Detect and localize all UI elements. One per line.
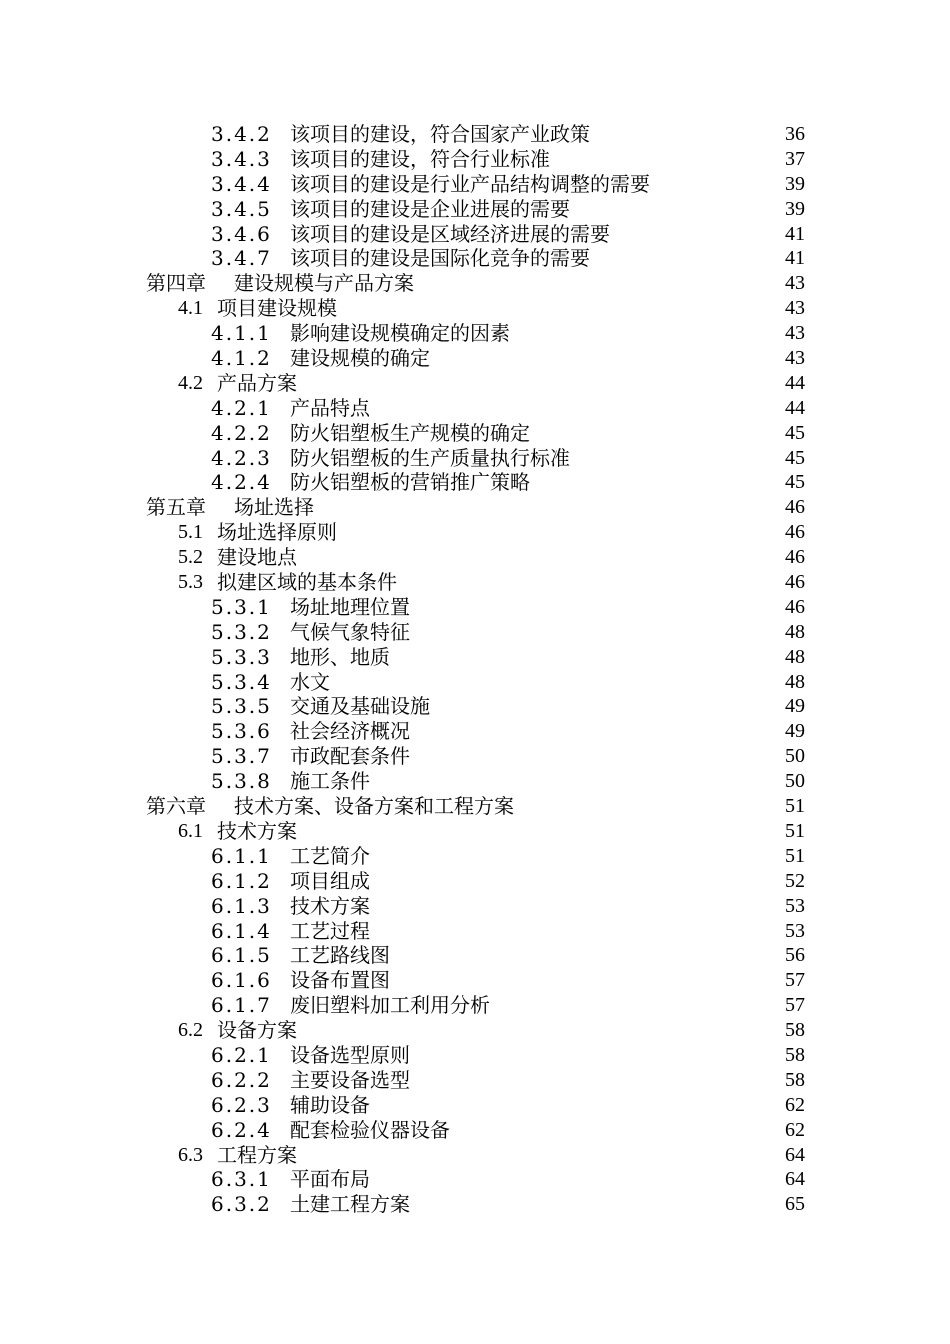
toc-entry[interactable] bbox=[0, 1192, 950, 1217]
toc-entry[interactable] bbox=[0, 943, 950, 968]
toc-entry[interactable] bbox=[0, 495, 950, 520]
toc-entry-title: 地形、地质 bbox=[290, 644, 390, 669]
toc-entry[interactable] bbox=[0, 819, 950, 844]
toc-entry-title: 该项目的建设是国际化竞争的需要 bbox=[290, 246, 590, 271]
toc-entry[interactable] bbox=[0, 993, 950, 1018]
toc-entry-page-number: 58 bbox=[785, 1019, 805, 1042]
toc-entry[interactable] bbox=[0, 172, 950, 197]
toc-entry[interactable] bbox=[0, 1043, 950, 1068]
toc-entry-page-number: 51 bbox=[785, 819, 805, 842]
toc-entry-number: 5.3.7 bbox=[211, 744, 272, 769]
toc-entry[interactable] bbox=[0, 147, 950, 172]
toc-entry-number: 6.1.1 bbox=[211, 843, 272, 868]
toc-entry[interactable] bbox=[0, 470, 950, 495]
toc-entry-page-number: 46 bbox=[785, 521, 805, 544]
toc-entry-page-number: 46 bbox=[785, 496, 805, 519]
toc-entry-page-number: 50 bbox=[785, 770, 805, 793]
toc-entry-title: 施工条件 bbox=[290, 769, 370, 794]
toc-entry-number: 5.3.2 bbox=[211, 619, 272, 644]
toc-entry-page-number: 64 bbox=[785, 1168, 805, 1191]
toc-entry-number: 6.1 bbox=[178, 819, 203, 842]
toc-entry-page-number: 64 bbox=[785, 1143, 805, 1166]
toc-entry-number: 第四章 bbox=[146, 271, 206, 296]
toc-entry[interactable] bbox=[0, 694, 950, 719]
toc-entry-title: 项目组成 bbox=[290, 868, 370, 893]
toc-entry-number: 3.4.2 bbox=[211, 122, 272, 146]
toc-entry[interactable] bbox=[0, 670, 950, 695]
toc-entry-title: 场址选择原则 bbox=[217, 520, 337, 545]
toc-entry-number: 4.2.2 bbox=[211, 420, 272, 445]
toc-entry-page-number: 57 bbox=[785, 994, 805, 1017]
toc-entry-page-number: 45 bbox=[785, 446, 805, 469]
toc-entry-title: 该项目的建设是区域经济进展的需要 bbox=[290, 221, 610, 246]
toc-entry[interactable] bbox=[0, 794, 950, 819]
toc-entry[interactable] bbox=[0, 197, 950, 222]
toc-entry-page-number: 49 bbox=[785, 720, 805, 743]
toc-entry-number: 6.1.3 bbox=[211, 893, 272, 918]
toc-entry[interactable] bbox=[0, 271, 950, 296]
toc-entry[interactable] bbox=[0, 1143, 950, 1168]
toc-entry-page-number: 51 bbox=[785, 795, 805, 818]
toc-entry-page-number: 46 bbox=[785, 546, 805, 569]
toc-entry-title: 防火铝塑板的生产质量执行标准 bbox=[290, 445, 570, 470]
toc-entry[interactable] bbox=[0, 222, 950, 247]
toc-entry[interactable] bbox=[0, 620, 950, 645]
toc-entry-page-number: 48 bbox=[785, 670, 805, 693]
toc-entry-title: 设备布置图 bbox=[290, 968, 390, 993]
toc-entry-number: 6.2.3 bbox=[211, 1092, 272, 1117]
toc-entry-page-number: 49 bbox=[785, 695, 805, 718]
toc-entry-title: 平面布局 bbox=[290, 1167, 370, 1192]
toc-entry[interactable] bbox=[0, 1093, 950, 1118]
toc-entry-page-number: 58 bbox=[785, 1068, 805, 1091]
toc-entry-title: 防火铝塑板生产规模的确定 bbox=[290, 420, 530, 445]
toc-entry-title: 土建工程方案 bbox=[290, 1192, 410, 1217]
toc-entry[interactable] bbox=[0, 371, 950, 396]
toc-entry-title: 产品特点 bbox=[290, 395, 370, 420]
toc-entry-number: 6.2.4 bbox=[211, 1117, 272, 1142]
toc-entry-page-number: 36 bbox=[785, 123, 805, 145]
toc-entry-number: 4.2 bbox=[178, 371, 203, 394]
toc-entry[interactable] bbox=[0, 396, 950, 421]
toc-entry-number: 4.1 bbox=[178, 297, 203, 320]
toc-entry-page-number: 44 bbox=[785, 371, 805, 394]
toc-entry-title: 气候气象特征 bbox=[290, 619, 410, 644]
toc-entry-page-number: 43 bbox=[785, 272, 805, 295]
toc-entry[interactable] bbox=[0, 1068, 950, 1093]
toc-entry-number: 5.3.1 bbox=[211, 594, 272, 619]
toc-entry-number: 6.2 bbox=[178, 1019, 203, 1042]
toc-entry-number: 6.1.6 bbox=[211, 968, 272, 993]
toc-entry-title: 主要设备选型 bbox=[290, 1067, 410, 1092]
toc-entry[interactable] bbox=[0, 645, 950, 670]
toc-entry-title: 建设规模的确定 bbox=[290, 346, 430, 371]
toc-entry-page-number: 53 bbox=[785, 894, 805, 917]
toc-entry-page-number: 45 bbox=[785, 471, 805, 494]
toc-entry[interactable] bbox=[0, 346, 950, 371]
toc-entry-title: 场址地理位置 bbox=[290, 594, 410, 619]
toc-entry-title: 建设规模与产品方案 bbox=[234, 271, 414, 296]
toc-entry-title: 产品方案 bbox=[217, 370, 297, 395]
toc-entry-number: 4.2.3 bbox=[211, 445, 272, 470]
toc-entry[interactable] bbox=[0, 296, 950, 321]
toc-entry[interactable] bbox=[0, 869, 950, 894]
table-of-contents bbox=[0, 122, 950, 1217]
toc-entry-title: 辅助设备 bbox=[290, 1092, 370, 1117]
toc-entry-number: 4.2.1 bbox=[211, 395, 272, 420]
toc-entry-title: 该项目的建设，符合国家产业政策 bbox=[290, 122, 590, 146]
toc-entry-title: 该项目的建设是行业产品结构调整的需要 bbox=[290, 171, 650, 196]
toc-entry-title: 市政配套条件 bbox=[290, 744, 410, 769]
toc-entry-number: 6.1.5 bbox=[211, 943, 272, 968]
toc-entry-title: 社会经济概况 bbox=[290, 719, 410, 744]
toc-entry[interactable] bbox=[0, 122, 950, 147]
toc-entry-title: 工艺路线图 bbox=[290, 943, 390, 968]
toc-entry-page-number: 62 bbox=[785, 1093, 805, 1116]
toc-entry-title: 设备选型原则 bbox=[290, 1042, 410, 1067]
toc-entry[interactable] bbox=[0, 321, 950, 346]
toc-entry-number: 5.3.4 bbox=[211, 669, 272, 694]
toc-entry[interactable] bbox=[0, 246, 950, 271]
toc-entry-number: 6.2.2 bbox=[211, 1067, 272, 1092]
toc-entry-title: 工艺过程 bbox=[290, 918, 370, 943]
toc-entry-title: 场址选择 bbox=[234, 495, 314, 520]
toc-entry-page-number: 46 bbox=[785, 571, 805, 594]
toc-entry-number: 6.3.2 bbox=[211, 1192, 272, 1217]
toc-entry[interactable] bbox=[0, 446, 950, 471]
toc-entry[interactable] bbox=[0, 1118, 950, 1143]
toc-entry-number: 5.3.3 bbox=[211, 644, 272, 669]
toc-entry-number: 4.2.4 bbox=[211, 470, 272, 495]
toc-entry-title: 该项目的建设，符合行业标准 bbox=[290, 146, 550, 171]
toc-entry-title: 项目建设规模 bbox=[217, 296, 337, 321]
toc-entry[interactable] bbox=[0, 894, 950, 919]
toc-entry[interactable] bbox=[0, 1167, 950, 1192]
toc-entry-number: 5.3.6 bbox=[211, 719, 272, 744]
toc-entry[interactable] bbox=[0, 968, 950, 993]
toc-entry-number: 5.3.8 bbox=[211, 769, 272, 794]
toc-entry[interactable] bbox=[0, 769, 950, 794]
toc-entry-page-number: 48 bbox=[785, 620, 805, 643]
toc-entry-page-number: 44 bbox=[785, 396, 805, 419]
toc-entry-number: 3.4.3 bbox=[211, 146, 272, 171]
toc-entry-title: 交通及基础设施 bbox=[290, 694, 430, 719]
toc-entry[interactable] bbox=[0, 744, 950, 769]
toc-entry[interactable] bbox=[0, 520, 950, 545]
toc-entry-number: 5.1 bbox=[178, 521, 203, 544]
toc-entry-page-number: 65 bbox=[785, 1193, 805, 1216]
toc-entry-number: 第五章 bbox=[146, 495, 206, 520]
toc-entry[interactable] bbox=[0, 919, 950, 944]
toc-entry-number: 6.2.1 bbox=[211, 1042, 272, 1067]
toc-entry-page-number: 58 bbox=[785, 1043, 805, 1066]
toc-entry-number: 4.1.1 bbox=[211, 321, 272, 346]
toc-entry[interactable] bbox=[0, 844, 950, 869]
toc-entry-page-number: 39 bbox=[785, 172, 805, 195]
toc-entry-number: 3.4.4 bbox=[211, 171, 272, 196]
toc-entry[interactable] bbox=[0, 719, 950, 744]
toc-entry-number: 5.3.5 bbox=[211, 694, 272, 719]
toc-entry-page-number: 52 bbox=[785, 869, 805, 892]
toc-entry-title: 建设地点 bbox=[217, 545, 297, 570]
toc-entry-page-number: 43 bbox=[785, 347, 805, 370]
toc-entry[interactable] bbox=[0, 545, 950, 570]
toc-entry-page-number: 62 bbox=[785, 1118, 805, 1141]
toc-entry-title: 拟建区域的基本条件 bbox=[217, 570, 397, 595]
toc-entry-page-number: 48 bbox=[785, 645, 805, 668]
toc-entry-title: 废旧塑料加工利用分析 bbox=[290, 993, 490, 1018]
toc-entry[interactable] bbox=[0, 570, 950, 595]
toc-entry-page-number: 37 bbox=[785, 147, 805, 170]
toc-entry[interactable] bbox=[0, 1018, 950, 1043]
toc-entry-number: 5.2 bbox=[178, 546, 203, 569]
toc-entry-number: 5.3 bbox=[178, 571, 203, 594]
toc-entry-page-number: 43 bbox=[785, 297, 805, 320]
toc-entry-number: 4.1.2 bbox=[211, 346, 272, 371]
toc-entry-page-number: 39 bbox=[785, 197, 805, 220]
toc-entry-title: 技术方案、设备方案和工程方案 bbox=[234, 794, 514, 819]
toc-entry-number: 6.1.7 bbox=[211, 993, 272, 1018]
toc-entry-number: 3.4.5 bbox=[211, 196, 272, 221]
toc-entry-page-number: 56 bbox=[785, 944, 805, 967]
toc-entry-title: 配套检验仪器设备 bbox=[290, 1117, 450, 1142]
toc-entry-title: 工艺简介 bbox=[290, 843, 370, 868]
toc-entry-number: 6.1.4 bbox=[211, 918, 272, 943]
toc-entry-page-number: 50 bbox=[785, 745, 805, 768]
toc-entry-page-number: 41 bbox=[785, 222, 805, 245]
toc-entry-number: 6.1.2 bbox=[211, 868, 272, 893]
toc-entry-page-number: 51 bbox=[785, 844, 805, 867]
toc-entry-page-number: 46 bbox=[785, 595, 805, 618]
toc-entry-page-number: 53 bbox=[785, 919, 805, 942]
toc-entry-page-number: 57 bbox=[785, 969, 805, 992]
toc-entry-number: 6.3 bbox=[178, 1143, 203, 1166]
toc-entry-title: 影响建设规模确定的因素 bbox=[290, 321, 510, 346]
toc-entry-title: 该项目的建设是企业进展的需要 bbox=[290, 196, 570, 221]
toc-entry-title: 设备方案 bbox=[217, 1018, 297, 1043]
toc-entry-title: 防火铝塑板的营销推广策略 bbox=[290, 470, 530, 495]
toc-entry-page-number: 41 bbox=[785, 247, 805, 270]
toc-entry-title: 工程方案 bbox=[217, 1142, 297, 1167]
toc-entry-number: 6.3.1 bbox=[211, 1167, 272, 1192]
toc-entry-page-number: 43 bbox=[785, 322, 805, 345]
toc-entry-title: 水文 bbox=[290, 669, 330, 694]
toc-entry-number: 3.4.6 bbox=[211, 221, 272, 246]
toc-entry-title: 技术方案 bbox=[290, 893, 370, 918]
toc-entry-number: 3.4.7 bbox=[211, 246, 272, 271]
toc-entry-title: 技术方案 bbox=[217, 818, 297, 843]
toc-entry-number: 第六章 bbox=[146, 794, 206, 819]
toc-entry-page-number: 45 bbox=[785, 421, 805, 444]
toc-entry[interactable] bbox=[0, 595, 950, 620]
toc-entry[interactable] bbox=[0, 421, 950, 446]
